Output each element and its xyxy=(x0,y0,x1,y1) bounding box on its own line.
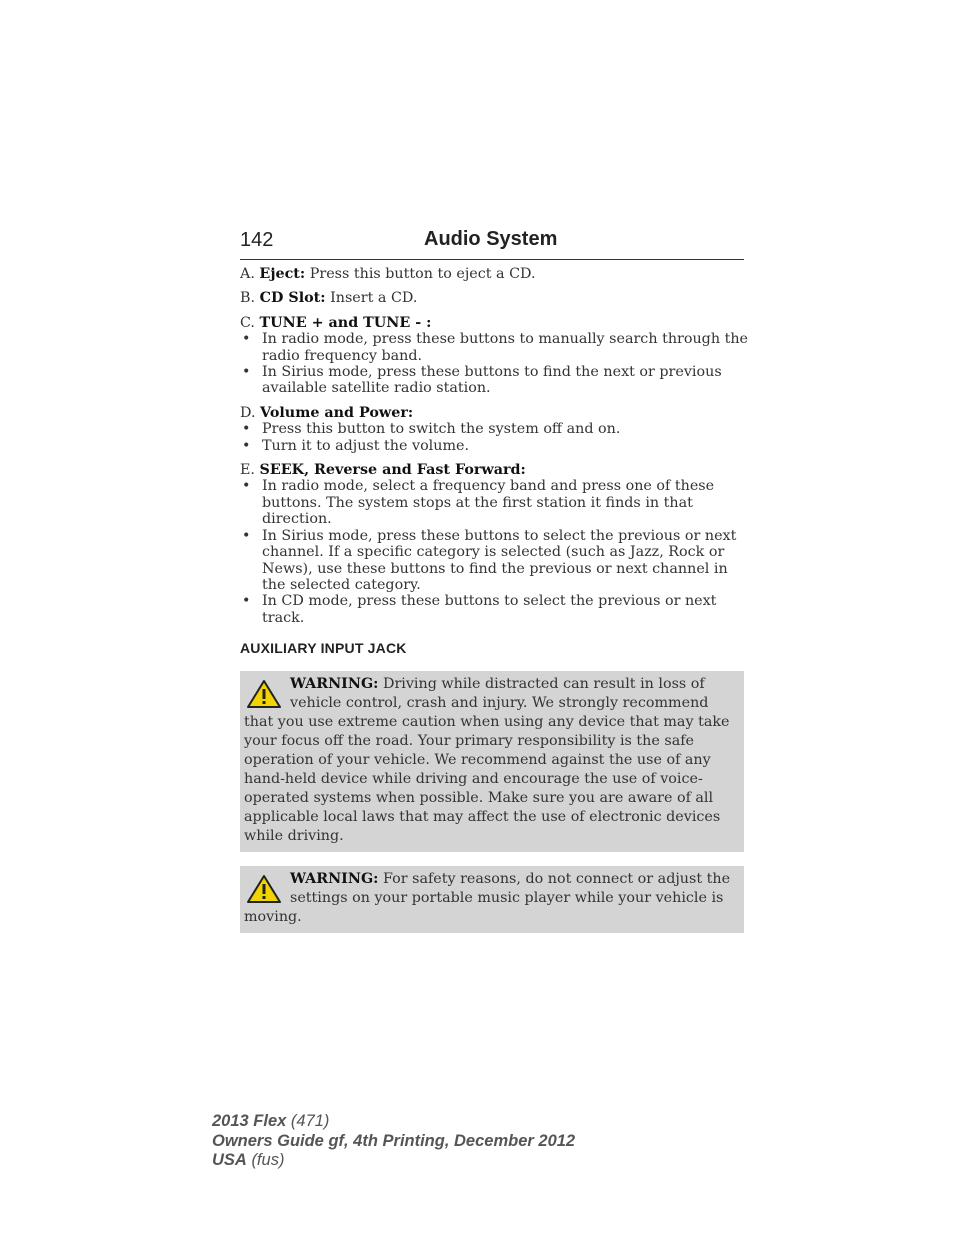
list-item xyxy=(240,290,750,306)
item-text: Insert a CD. xyxy=(330,290,418,307)
warning-triangle-icon xyxy=(246,874,282,904)
footer-model-code: (471) xyxy=(290,1112,330,1130)
list-item xyxy=(240,405,750,454)
item-letter: D. xyxy=(240,404,256,421)
bullet-marker: • xyxy=(242,478,251,495)
warning-label: WARNING: xyxy=(290,675,379,692)
item-letter: B. xyxy=(240,290,256,307)
bullet-item xyxy=(240,593,750,626)
warning-box xyxy=(240,671,744,852)
page-title: Audio System xyxy=(424,228,558,250)
bullet-marker: • xyxy=(242,593,251,610)
bullet-marker: • xyxy=(242,421,251,438)
bullet-item xyxy=(240,331,750,364)
bullet-item xyxy=(240,364,750,397)
page-header xyxy=(240,228,744,260)
bullet-marker: • xyxy=(242,364,251,381)
footer-model: 2013 Flex xyxy=(212,1112,287,1130)
item-letter: C. xyxy=(240,314,255,331)
bullet-marker: • xyxy=(242,527,251,544)
bullet-item xyxy=(240,528,750,594)
warning-text: For safety reasons, do not connect or adjust the settings on your portable music player while your vehicle is moving. xyxy=(244,870,731,925)
bullet-text: In radio mode, press these buttons to manually search through the radio frequency band. xyxy=(262,331,748,364)
footer-market-code: (fus) xyxy=(251,1151,285,1169)
item-label: Volume and Power: xyxy=(260,404,414,421)
bullet-text: In Sirius mode, press these buttons to find the next or previous available satellite radio station. xyxy=(262,364,722,397)
item-letter: E. xyxy=(240,462,255,479)
bullet-item xyxy=(240,478,750,527)
bullet-item xyxy=(240,438,750,454)
warning-label: WARNING: xyxy=(290,870,379,887)
list-item xyxy=(240,315,750,397)
item-text: Press this button to eject a CD. xyxy=(309,266,536,282)
item-letter: A. xyxy=(240,266,255,282)
warning-box xyxy=(240,866,744,933)
warning-text: Driving while distracted can result in loss of vehicle control, crash and injury. We strongly recommend that you use extreme caution when using any device that may take your focus off the road. Your primary responsibility is the safe operation of your vehicle. We recommend against the use of any hand-held device while driving and encourage the use of voice-operated systems when possible. Make sure you are aware of all applicable local laws that may affect the use of electronic devices while driving. xyxy=(244,675,730,844)
bullet-item xyxy=(240,421,750,437)
bullet-text: Press this button to switch the system off and on. xyxy=(262,421,621,438)
bullet-text: In radio mode, select a frequency band and press one of these buttons. The system stops at the first station it finds in that direction. xyxy=(262,478,715,528)
item-label: TUNE + and TUNE - : xyxy=(259,314,432,331)
list-item xyxy=(240,266,750,282)
section-heading: AUXILIARY INPUT JACK xyxy=(240,640,407,657)
bullet-marker: • xyxy=(242,331,251,348)
list-item xyxy=(240,462,750,626)
footer-market: USA xyxy=(212,1151,247,1169)
item-label: SEEK, Reverse and Fast Forward: xyxy=(259,462,526,479)
footer-guide: Owners Guide gf, 4th Printing, December 2012 xyxy=(212,1131,576,1150)
page-number: 142 xyxy=(240,229,274,251)
bullet-marker: • xyxy=(242,437,251,454)
warning-triangle-icon xyxy=(246,679,282,709)
page-footer xyxy=(212,1112,575,1171)
page-content xyxy=(240,266,750,933)
item-label: CD Slot: xyxy=(259,290,326,307)
item-label: Eject: xyxy=(259,266,306,282)
bullet-text: Turn it to adjust the volume. xyxy=(262,437,470,454)
bullet-text: In Sirius mode, press these buttons to select the previous or next channel. If a specific category is selected (such as Jazz, Rock or News), use these buttons to find the previous or next channel in the selected category. xyxy=(262,527,737,593)
bullet-text: In CD mode, press these buttons to select the previous or next track. xyxy=(262,593,717,626)
